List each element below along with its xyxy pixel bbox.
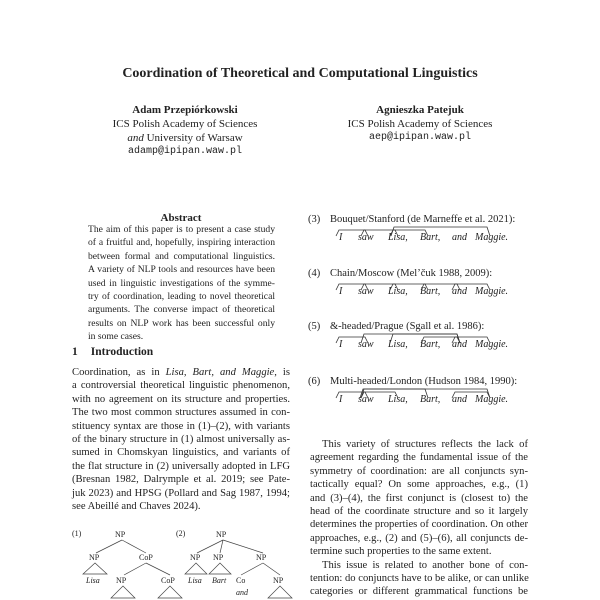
paper-title: Coordination of Theoretical and Computational Linguistics (122, 66, 478, 81)
abstract-line: of a fruitful and, hopefully, inspiring interaction (88, 237, 275, 249)
example-title: Chain/Moscow (Mel’čuk 1988, 2009): (330, 268, 493, 279)
body-line: approaches, e.g., (2) and (5)–(6), all conjuncts de- (310, 532, 528, 544)
text-span: , is (274, 367, 290, 378)
tree-node: CoP (161, 576, 175, 585)
author-email[interactable]: adamp@ipipan.waw.pl (127, 146, 243, 157)
tree-leaf: Lisa (86, 576, 100, 585)
dependency-arcs (330, 279, 530, 293)
abstract-line: try of coordination, leading to novel theoretical (88, 291, 275, 302)
section-number: 1 (72, 346, 78, 358)
author-name: Agnieszka Patejuk (376, 104, 464, 116)
example-number: (5) (308, 321, 321, 332)
sentence-word: saw (358, 339, 374, 350)
tree-leaf: and (236, 588, 248, 597)
affiliation: ICS Polish Academy of Sciences (347, 118, 493, 130)
body-line: The two most common structures assumed in con- (72, 407, 290, 419)
abstract-line: results on NLP work has been successful only (88, 317, 275, 329)
body-line: juk 2023) and HPSG (Pollard and Sag 1987, 1994; (72, 487, 290, 499)
author-email[interactable]: aep@ipipan.waw.pl (368, 132, 472, 143)
tree-node: NP (256, 553, 267, 562)
tree-node: NP (216, 530, 227, 539)
body-line: tactically equal? On some approaches, e.g., (1) (310, 479, 528, 491)
body-line: symmetry of coordination: are all conjuncts syn- (310, 465, 528, 477)
body-line: see Abeillé and Chaves 2024). (72, 501, 201, 512)
sentence-word: Lisa, (388, 394, 408, 405)
tree-label: (2) (176, 529, 186, 538)
example-number: (6) (308, 376, 321, 387)
example-title: Bouquet/Stanford (de Marneffe et al. 2021): (330, 214, 516, 225)
body-line: of the binary structure in (1) almost universally as- (72, 434, 290, 445)
sentence-word: I (339, 232, 343, 243)
tree-label: (1) (72, 529, 82, 538)
author-1 (95, 103, 275, 159)
body-line: agreement regarding the fundamental issue of the (310, 452, 528, 464)
author-2 (330, 103, 510, 145)
dependency-arc (361, 334, 460, 343)
tree-binary (72, 526, 182, 600)
body-line: sumed in Chomskyan linguistics, and variants of (72, 447, 290, 459)
sentence-word: Maggie. (475, 286, 509, 297)
sentence-word: Bart, (420, 339, 441, 350)
affiliation (95, 131, 275, 145)
sentence-word: and (452, 394, 467, 405)
tree-node: NP (115, 530, 126, 539)
affiliation-2: University of Warsaw (146, 132, 243, 144)
example-number: (3) (308, 214, 321, 225)
sentence-word: Maggie. (475, 394, 509, 405)
dependency-arcs (330, 225, 530, 239)
body-line: categories or different grammatical functions be (310, 586, 528, 598)
sentence-word: I (339, 286, 343, 297)
dependency-arc (360, 389, 428, 398)
sentence-word: Lisa, (388, 232, 408, 243)
body-line: a controversial theoretical linguistic phenomenon, (72, 380, 290, 392)
abstract-line: A variety of NLP tools and resources have been (88, 264, 275, 276)
sentence-word: I (339, 339, 343, 350)
abstract-heading: Abstract (160, 212, 202, 224)
tree-leaf: Bart (212, 576, 227, 585)
dependency-arc (452, 392, 490, 398)
dependency-arcs (330, 387, 530, 401)
sentence-word: Maggie. (475, 339, 509, 350)
example-title: Multi-headed/London (Hudson 1984, 1990): (330, 376, 518, 387)
sentence-word: and (452, 339, 467, 350)
body-line: termine such properties to the same extent. (310, 546, 492, 558)
sentence-word: Bart, (420, 232, 441, 243)
body-line: (Bresnan 1982, Dalrymple et al. 2019; see Pate- (72, 474, 290, 486)
example-number: (4) (308, 268, 321, 279)
body-line: tention: do conjuncts have to be alike, or can unlike (310, 573, 529, 584)
affiliation: ICS Polish Academy of Sciences (112, 118, 258, 130)
abstract-line: used in linguistic investigations of the symme- (88, 277, 275, 289)
section-heading (72, 346, 153, 358)
dependency-arc (390, 334, 460, 343)
and-text: and (127, 132, 144, 144)
body-line: determines the properties of coordination. On other (310, 519, 528, 531)
body-line: the flat structure in (2) universally adopted in LFG (72, 460, 290, 472)
dependency-arcs (330, 332, 530, 346)
sentence-word: I (339, 394, 343, 405)
body-line: This variety of structures reflects the lack of (322, 439, 528, 450)
sentence-word: Bart, (420, 394, 441, 405)
tree-flat (176, 526, 296, 600)
sentence-word: saw (358, 394, 374, 405)
tree-node: NP (273, 576, 284, 585)
tree-node: NP (116, 576, 127, 585)
body-line: stituency syntax are those in (1)–(2), with variants (72, 420, 290, 432)
dependency-arc (336, 337, 368, 343)
tree-node: NP (89, 553, 100, 562)
body-line: with no agreement on its structure and properties. (72, 393, 290, 405)
sentence-word: and (452, 232, 467, 243)
sentence-word: and (452, 286, 467, 297)
text-span: Coordination, as in (72, 367, 166, 378)
tree-leaf: Lisa (188, 576, 202, 585)
body-line (72, 366, 290, 379)
body-line: This issue is related to another bone of con- (322, 559, 528, 571)
sentence-word: Lisa, (388, 286, 408, 297)
sentence-word: Bart, (420, 286, 441, 297)
abstract-line: arguments. The converse impact of theoretical (88, 304, 275, 316)
section-title: Introduction (90, 346, 154, 358)
dependency-arc (391, 227, 490, 236)
sentence-word: Lisa, (388, 339, 408, 350)
abstract-line: The aim of this paper is to present a case study (88, 224, 275, 235)
sentence-word: saw (358, 286, 374, 297)
body-line: and (3)–(4), the first conjunct is (closest to) the (310, 492, 528, 504)
sentence-word: saw (358, 232, 374, 243)
tree-node: CoP (139, 553, 153, 562)
abstract-line: in some cases. (88, 331, 144, 343)
body-line: head of the coordinate structure and so it largely (310, 506, 528, 517)
tree-node: Co (236, 576, 246, 585)
abstract-line: between formal and computational linguistics. (88, 250, 275, 262)
tree-node: NP (213, 553, 224, 562)
tree-node: NP (190, 553, 201, 562)
example-title: &-headed/Prague (Sgall et al. 1986): (330, 321, 485, 332)
sentence-word: Maggie. (475, 232, 509, 243)
example-phrase: Lisa, Bart, and Maggie (165, 367, 275, 378)
author-name: Adam Przepiórkowski (132, 104, 238, 116)
